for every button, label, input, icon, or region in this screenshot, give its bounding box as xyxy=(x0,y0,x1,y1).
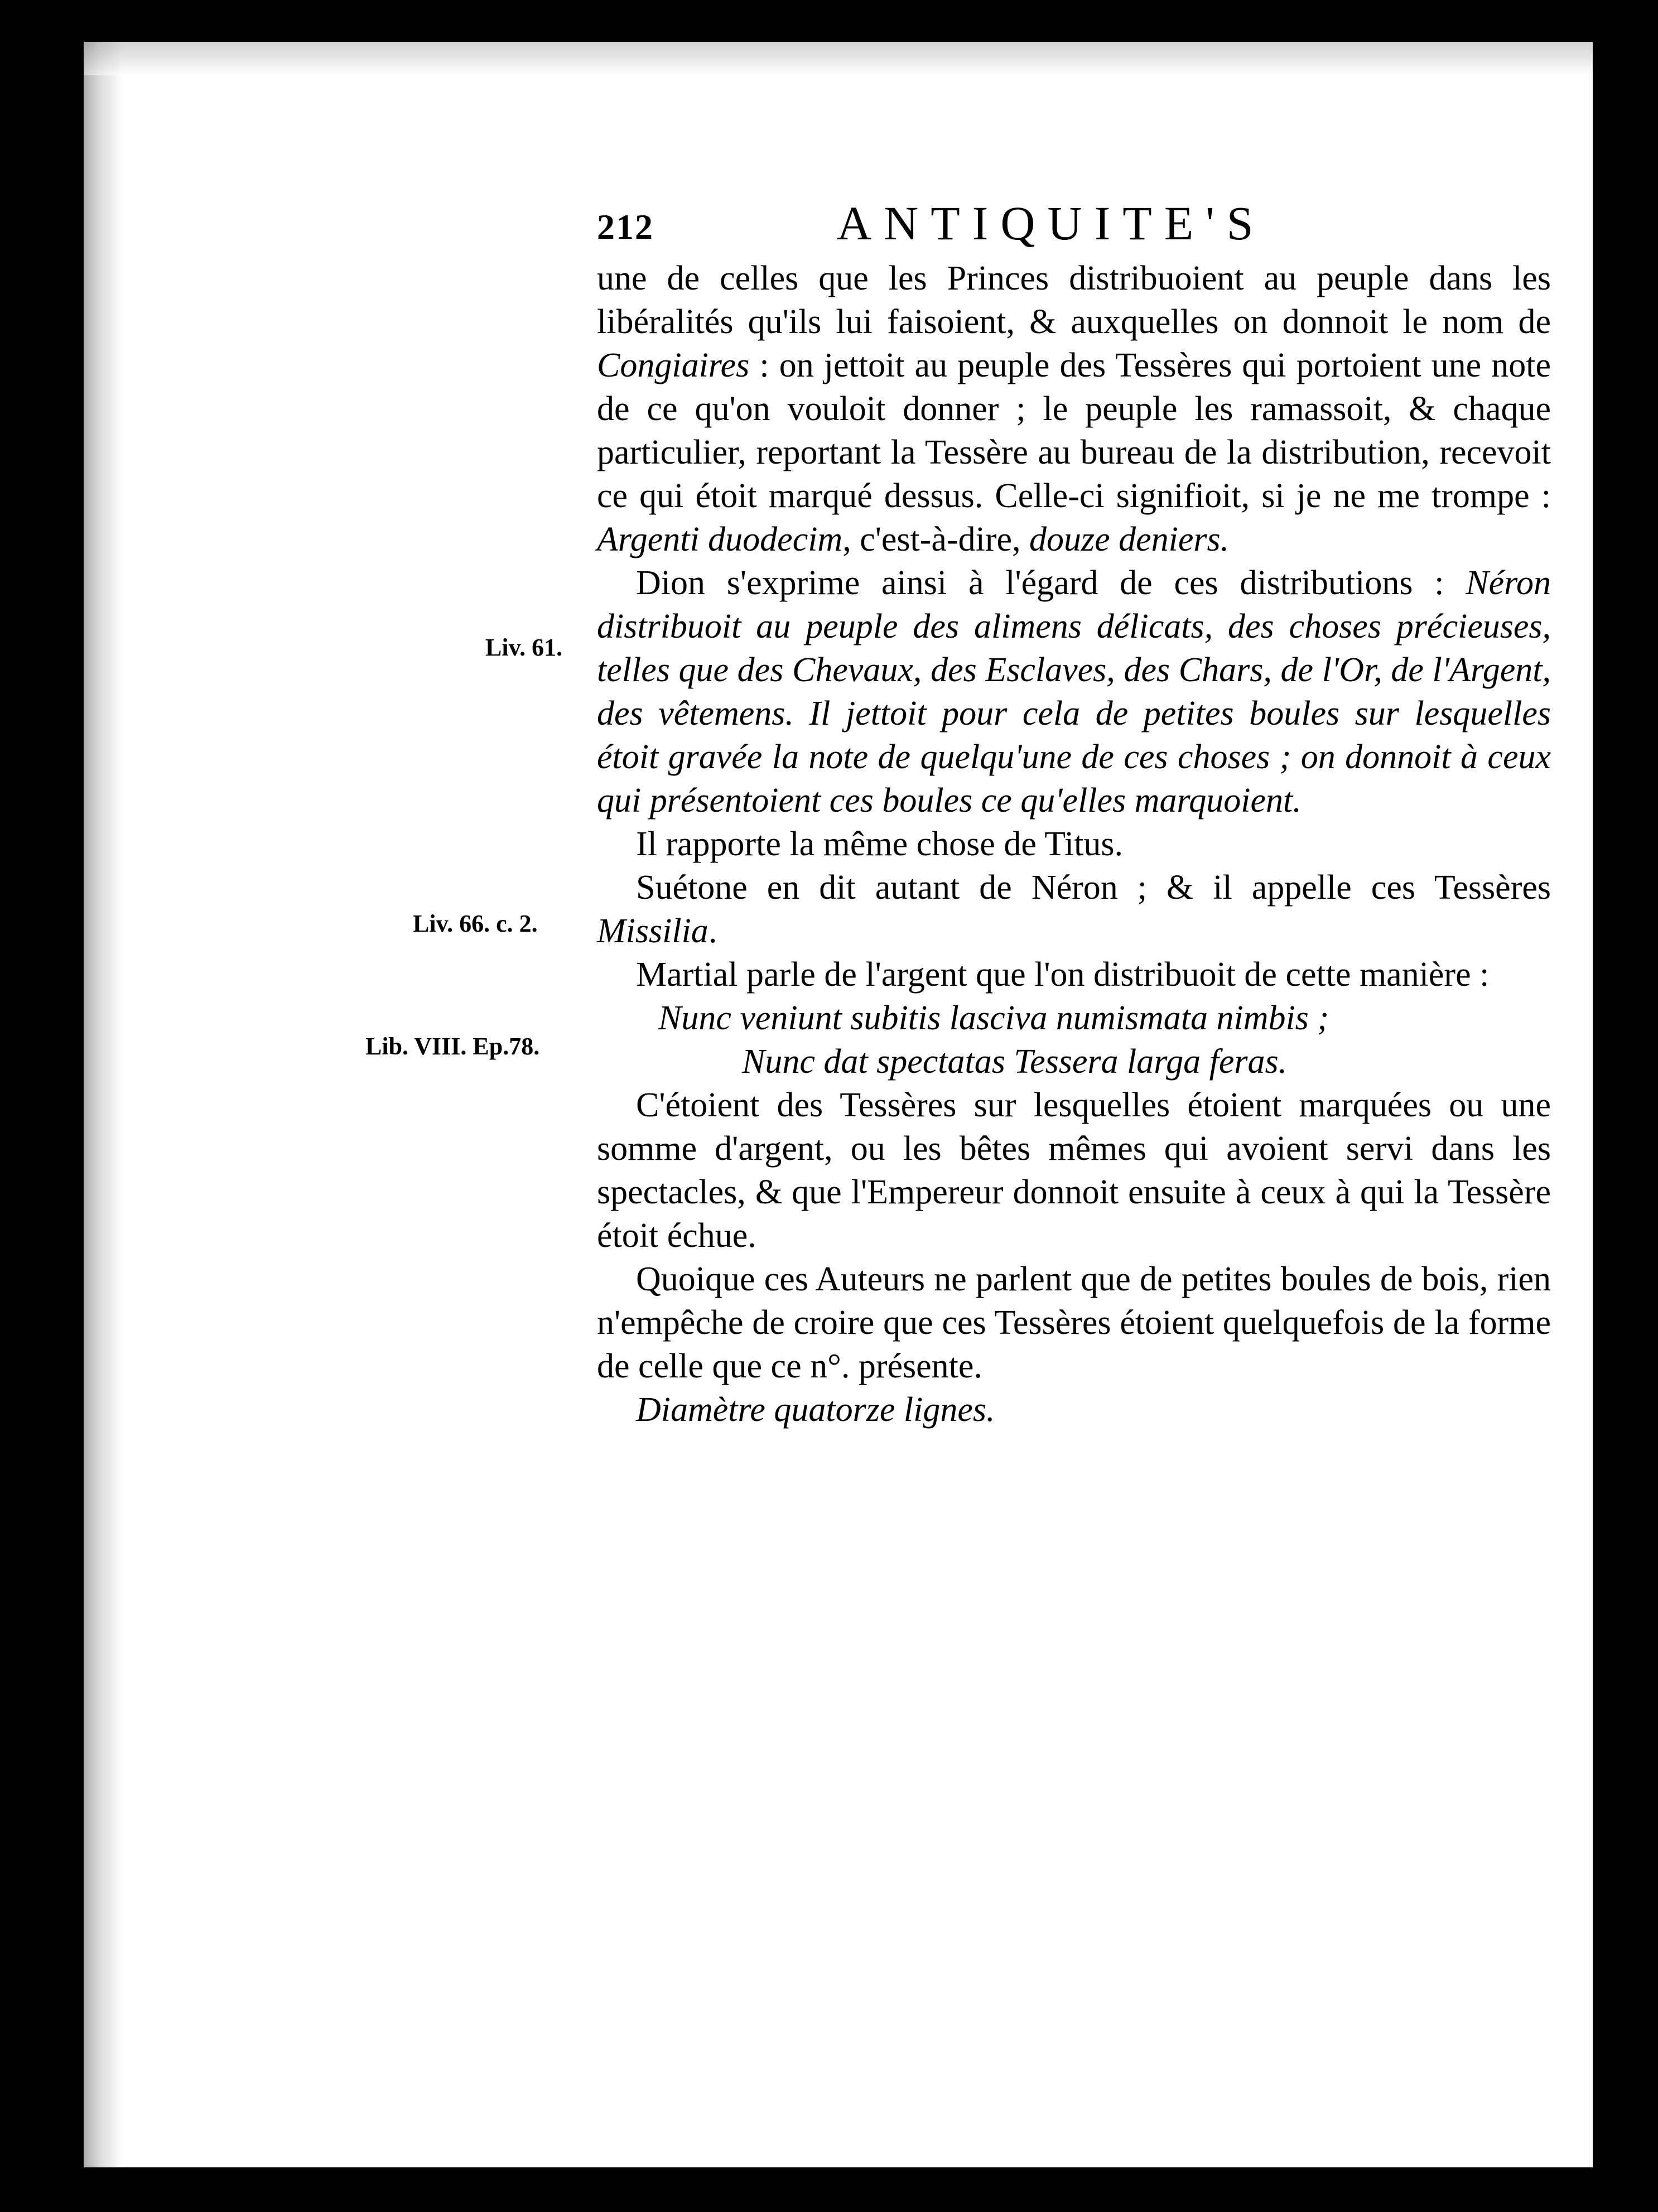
book-page xyxy=(84,42,1593,2167)
verse-line-2: Nunc dat spectatas Tessera larga feras. xyxy=(742,1043,1288,1081)
margin-note-liv-61: Liv. 61. xyxy=(485,634,563,661)
running-title: ANTIQUITE'S xyxy=(837,196,1266,250)
paragraph-martial: Martial parle de l'argent que l'on distribuoit de cette manière : xyxy=(636,956,1490,994)
paragraph-quoique: Quoique ces Auteurs ne parlent que de petites boules de bois, rien n'empêche de croire que ces Tessères étoient quelquefois de la forme de celle que ce n°. présente. xyxy=(597,1260,1551,1385)
paragraph-diametre: Diamètre quatorze lignes. xyxy=(636,1391,995,1429)
paragraph-titus: Il rapporte la même chose de Titus. xyxy=(636,825,1123,863)
body-text xyxy=(597,257,1551,1432)
page-number: 212 xyxy=(597,207,654,247)
margin-note-liv-66: Liv. 66. c. 2. xyxy=(413,910,538,937)
paragraph-tesseres: C'étoient des Tessères sur lesquelles étoient marquées ou une somme d'argent, ou les bêtes mêmes qui avoient servi dans les spectacles, & que l'Empereur donnoit ensuite à ceux à qui la Tessère étoit échue. xyxy=(597,1086,1551,1255)
paragraph-dion: Dion s'exprime ainsi à l'égard de ces distributions : Néron distribuoit au peuple des alimens délicats, des choses précieuses, telles que des Chevaux, des Esclaves, des Chars, de l'Or, de l'Argent, des vêtemens. Il jettoit pour cela de petites boules sur lesquelles étoit gravée la note de quelqu'une de ces choses ; on donnoit à ceux qui présentoient ces boules ce qu'elles marquoient. xyxy=(597,564,1551,820)
verse-line-1: Nunc veniunt subitis lasciva numismata nimbis ; xyxy=(658,999,1329,1037)
paragraph-congiaires: une de celles que les Princes distribuoient au peuple dans les libéralités qu'ils lui faisoient, & auxquelles on donnoit le nom de Congiaires : on jettoit au peuple des Tessères qui portoient une note de ce qu'on vouloit donner ; le peuple les ramassoit, & chaque particulier, reportant la Tessère au bureau de la distribution, recevoit ce qui étoit marqué dessus. Celle-ci signifioit, si je ne me trompe : Argenti duodecim, c'est-à-dire, douze deniers. xyxy=(597,259,1551,558)
page-header xyxy=(597,195,1551,257)
paragraph-suetone: Suétone en dit autant de Néron ; & il appelle ces Tessères Missilia. xyxy=(597,869,1551,950)
margin-note-lib-viii: Lib. VIII. Ep.78. xyxy=(365,1033,540,1060)
